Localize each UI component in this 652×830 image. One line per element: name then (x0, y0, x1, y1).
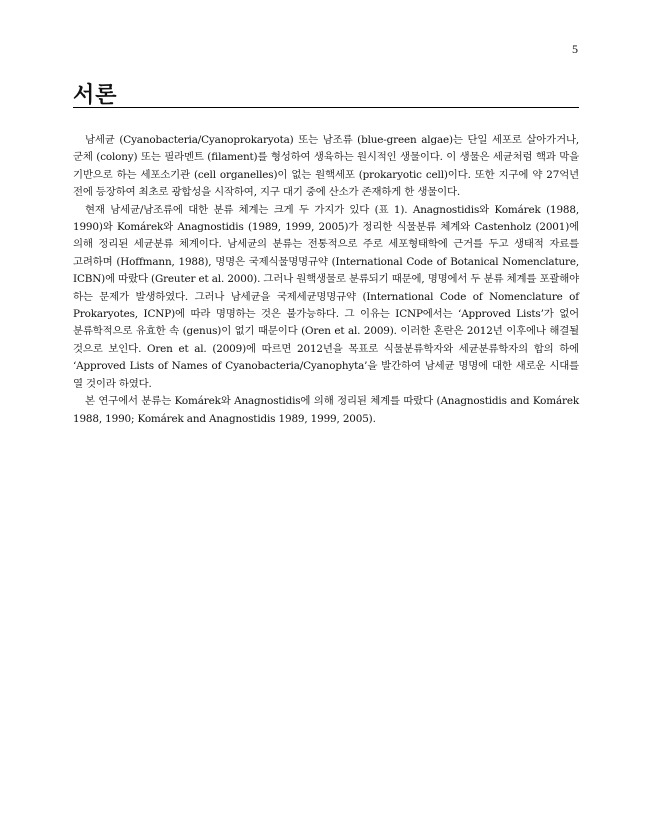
paragraph-intro: 남세균 (Cyanobacteria/Cyanoprokaryota) 또는 남조류 (blue-green algae)는 단일 세포로 살아가거나, 군체 (colony) 또는 필라멘트 (filament)를 형성하여 생육하는 원시적인 생물이다. 이 생물은 세균처럼 핵과 막을 기반으로 하는 세포소기관 (cell organelles)이 없는 원핵세포 (prokaryotic cell)이다. 또한 지구에 약 27억년 전에 등장하여 최초로 광합성을 시작하여, 지구 대기 중에 산소가 존재하게 한 생물이다. (73, 134, 579, 199)
body-text (73, 132, 579, 428)
paragraph-methodology: 본 연구에서 분류는 Komárek와 Anagnostidis에 의해 정리된 체계를 따랐다 (Anagnostidis and Komárek 1988, 1990; Komárek and Anagnostidis 1989, 1999, 2005). (73, 395, 579, 425)
paragraph-classification: 현재 남세균/남조류에 대한 분류 체계는 크게 두 가지가 있다 (표 1). Anagnostidis와 Komárek (1988, 1990)와 Komárek와 Anagnostidis (1989, 1999, 2005)가 정리한 식물분류 체계와 Castenholz (2001)에 의해 정리된 세균분류 체계이다. 남세균의 분류는 전통적으로 주로 세포형태학에 근거를 두고 생태적 자료를 고려하며 (Hoffmann, 1988), 명명은 국제식물명명규약 (International Code of Botanical Nomenclature, ICBN)에 따랐다 (Greuter et al. 2000). 그러나 원핵생물로 분류되기 때문에, 명명에서 두 분류 체계를 포괄해야 하는 문제가 발생하였다. 그러나 남세균을 국제세균명명규약 (International Code of Nomenclature of Prokaryotes, ICNP)에 따라 명명하는 것은 불가능하다. 그 이유는 ICNP에서는 ‘Approved Lists’가 없어 분류학적으로 유효한 속 (genus)이 없기 때문이다 (Oren et al. 2009). 이러한 혼란은 2012년 이후에나 해결될 것으로 보인다. Oren et al. (2009)에 따르면 2012년을 목표로 식물분류학자와 세균분류학자의 합의 하에 ‘Approved Lists of Names of Cyanobacteria/Cyanophyta’을 발간하여 남세균 명명에 대한 새로운 시대를 열 것이라 하였다. (73, 203, 579, 390)
page-number: 5 (572, 42, 578, 56)
section-title: 서론 (73, 82, 118, 108)
title-divider (73, 107, 579, 108)
